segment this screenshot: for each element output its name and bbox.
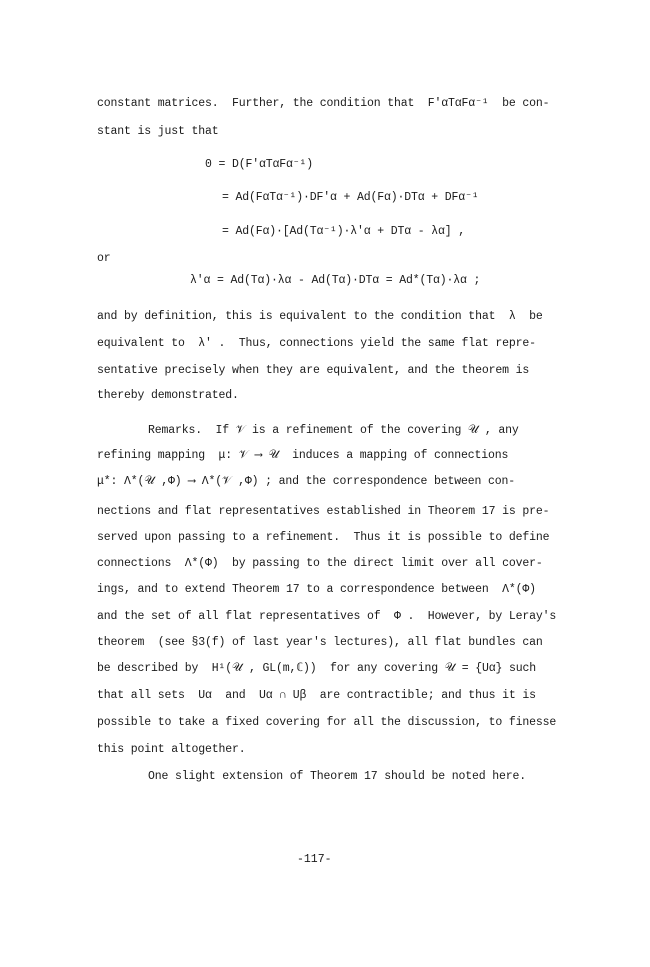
text-line: thereby demonstrated. (97, 389, 239, 402)
equation-line: = Ad(FαTα⁻¹)·DF′α + Ad(Fα)·DTα + DFα⁻¹ (222, 191, 479, 204)
text-line: this point altogether. (97, 743, 246, 756)
text-line: sentative precisely when they are equivalent, and the theorem is (97, 364, 530, 377)
text-line: stant is just that (97, 125, 219, 138)
text-line: served upon passing to a refinement. Thus it is possible to define (97, 531, 550, 544)
text-line: be described by H¹(𝒰 , GL(m,ℂ)) for any covering 𝒰 = {Uα} such (97, 662, 536, 675)
text-line: One slight extension of Theorem 17 should be noted here. (148, 770, 527, 783)
text-line: possible to take a fixed covering for all the discussion, to finesse (97, 716, 557, 729)
equation-line: = Ad(Fα)·[Ad(Tα⁻¹)·λ′α + DTα - λα] , (222, 225, 466, 238)
text-line: μ*: Λ*(𝒰 ,Φ) ⟶ Λ*(𝒱 ,Φ) ; and the correspondence between con- (97, 475, 515, 488)
text-line: Remarks. If 𝒱 is a refinement of the covering 𝒰 , any (148, 424, 519, 437)
equation-line: λ′α = Ad(Tα)·λα - Ad(Tα)·DTα = Ad*(Tα)·λα ; (190, 274, 481, 287)
text-line: nections and flat representatives established in Theorem 17 is pre- (97, 505, 550, 518)
text-line: theorem (see §3(f) of last year's lectures), all flat bundles can (97, 636, 543, 649)
text-line: connections Λ*(Φ) by passing to the direct limit over all cover- (97, 557, 543, 570)
text-line: and by definition, this is equivalent to the condition that λ be (97, 310, 543, 323)
page-number: -117- (297, 853, 332, 866)
text-line: equivalent to λ′ . Thus, connections yield the same flat repre- (97, 337, 536, 350)
text-line: ings, and to extend Theorem 17 to a correspondence between Λ*(Φ) (97, 583, 536, 596)
text-line: that all sets Uα and Uα ∩ Uβ are contractible; and thus it is (97, 689, 536, 702)
text-line: constant matrices. Further, the condition that F′αTαFα⁻¹ be con- (97, 97, 550, 110)
text-line: and the set of all flat representatives of Φ . However, by Leray's (97, 610, 557, 623)
equation-line: 0 = D(F′αTαFα⁻¹) (205, 158, 314, 171)
text-line: refining mapping μ: 𝒱 ⟶ 𝒰 induces a mapping of connections (97, 449, 509, 462)
text-line: or (97, 252, 111, 265)
